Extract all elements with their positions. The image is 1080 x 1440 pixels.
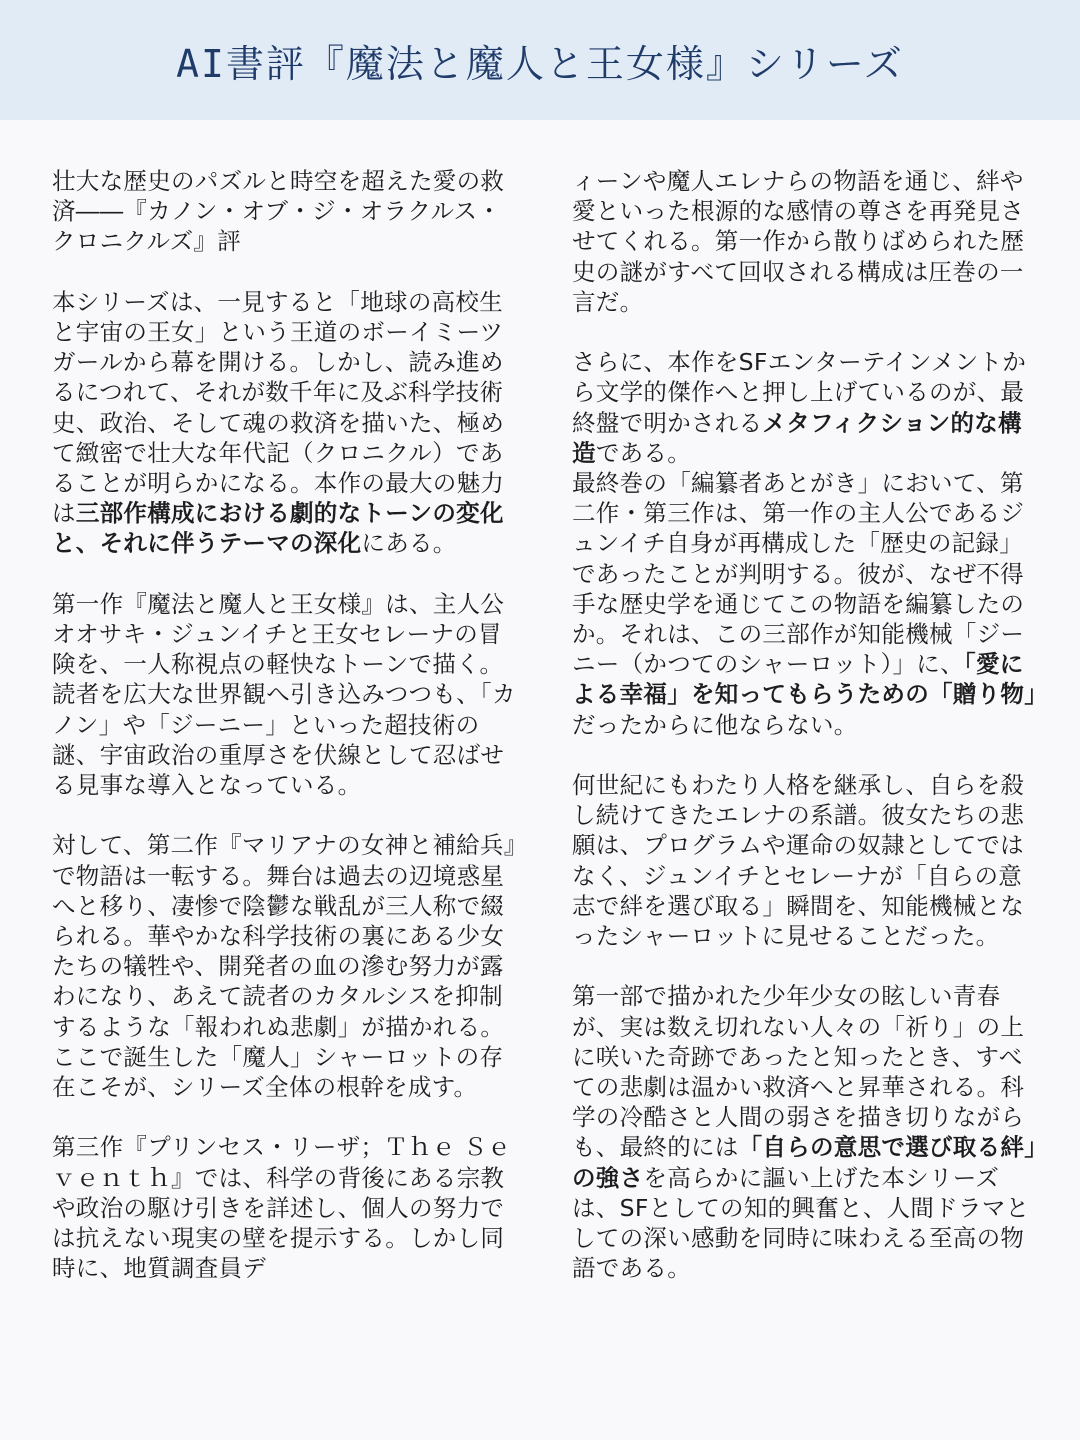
left-column: [52, 166, 522, 1283]
paragraph-third-volume-cont: ィーンや魔人エレナらの物語を通じ、絆や愛といった根源的な感情の尊さを再発見させてくれる。第一作から散りばめられた歴史の謎がすべて回収される構成は圧巻の一言だ。: [572, 167, 1025, 316]
paragraph-conclusion: [572, 981, 1042, 1283]
paragraph-afterword: [572, 468, 1048, 740]
paragraph-text: である。: [595, 438, 692, 467]
paragraph-text: 最終巻の「編纂者あとがき」において、第二作・第三作は、第一作の主人公であるジュンイチ自身が再構成した「歴史の記録」であったことが判明する。彼が、なぜ不得手な歴史学を通じてこの物語を編纂したのか。それは、この三部作が知能機械「ジーニー（かつてのシャーロット）」に、: [572, 469, 1025, 679]
paragraph-elena-lineage: 何世紀にもわたり人格を継承し、自らを殺し続けてきたエレナの系譜。彼女たちの悲願は、プログラムや運命の奴隷としてではなく、ジュンイチとセレーナが「自らの意志で絆を選び取る」瞬間を、知能機械となったシャーロットに見せることだった。: [572, 771, 1025, 951]
paragraph-text: さらに、本作をSFエンターテインメントから文学的傑作へと押し上げているのが、最終盤で明かされる: [572, 348, 1027, 437]
paragraph-metafiction: [572, 347, 1042, 468]
emphasis-text: メタフィクション的な構造: [572, 408, 1022, 467]
emphasis-text: 三部作構成における劇的なトーンの変化と、それに伴うテーマの深化: [52, 499, 504, 558]
paragraph-text: を高らかに謳い上げた本シリーズは、SFとしての知的興奮と、人間ドラマとしての深い感動を同時に味わえる至高の物語である。: [572, 1163, 1030, 1283]
paragraph-text: 第一部で描かれた少年少女の眩しい青春が、実は数え切れない人々の「祈り」の上に咲いた奇跡であったと知ったとき、すべての悲劇は温かい救済へと昇華される。科学の冷酷さと人間の弱さを描き切りながらも、最終的には: [572, 982, 1025, 1162]
review-heading: 壮大な歴史のパズルと時空を超えた愛の救済――『カノン・オブ・ジ・オラクルス・クロニクルズ』評: [52, 167, 505, 256]
page-title: AI書評『魔法と魔人と王女様』シリーズ: [176, 41, 904, 86]
paragraph-third-volume: 第三作『プリンセス・リーザ；Ｔｈｅ Ｓｅｖｅｎｔｈ』では、科学の背後にある宗教や政治の駆け引きを詳述し、個人の努力では抗えない現実の壁を提示する。しかし同時に、地質調査員デ: [52, 1133, 512, 1283]
article-body: [0, 120, 1080, 1440]
title-banner: [0, 0, 1080, 120]
paragraph-text: だったからに他ならない。: [572, 710, 858, 739]
emphasis-text: 「愛による幸福」を知ってもらうための「贈り物」: [572, 650, 1048, 709]
emphasis-text: 「自らの意思で選び取る絆」の強さ: [572, 1133, 1037, 1192]
paragraph-text: 本シリーズは、一見すると「地球の高校生と宇宙の王女」という王道のボーイミーツガールから幕を開ける。しかし、読み進めるにつれて、それが数千年に及ぶ科学技術史、政治、そして魂の救済を描いた、極めて緻密で壮大な年代記（クロニクル）であることが明らかになる。本作の最大の魅力は: [52, 287, 505, 528]
paragraph-second-volume: 対して、第二作『マリアナの女神と補給兵』で物語は一転する。舞台は過去の辺境惑星へと移り、凄惨で陰鬱な戦乱が三人称で綴られる。華やかな科学技術の裏にある少女たちの犠牲や、開発者の血の滲む努力が露わになり、あえて読者のカタルシスを抑制するような「報われぬ悲劇」が描かれる。ここで誕生した「魔人」シャーロットの存在こそが、シリーズ全体の根幹を成す。: [52, 831, 516, 1102]
paragraph-series-intro: [52, 287, 522, 559]
paragraph-first-volume: 第一作『魔法と魔人と王女様』は、主人公オオサキ・ジュンイチと王女セレーナの冒険を、一人称視点の軽快なトーンで描く。読者を広大な世界観へ引き込みつつも、「カノン」や「ジーニー」といった超技術の謎、宇宙政治の重厚さを伏線として忍ばせる見事な導入となっている。: [52, 589, 516, 800]
right-column: [572, 166, 1048, 1283]
paragraph-text: にある。: [361, 529, 457, 558]
